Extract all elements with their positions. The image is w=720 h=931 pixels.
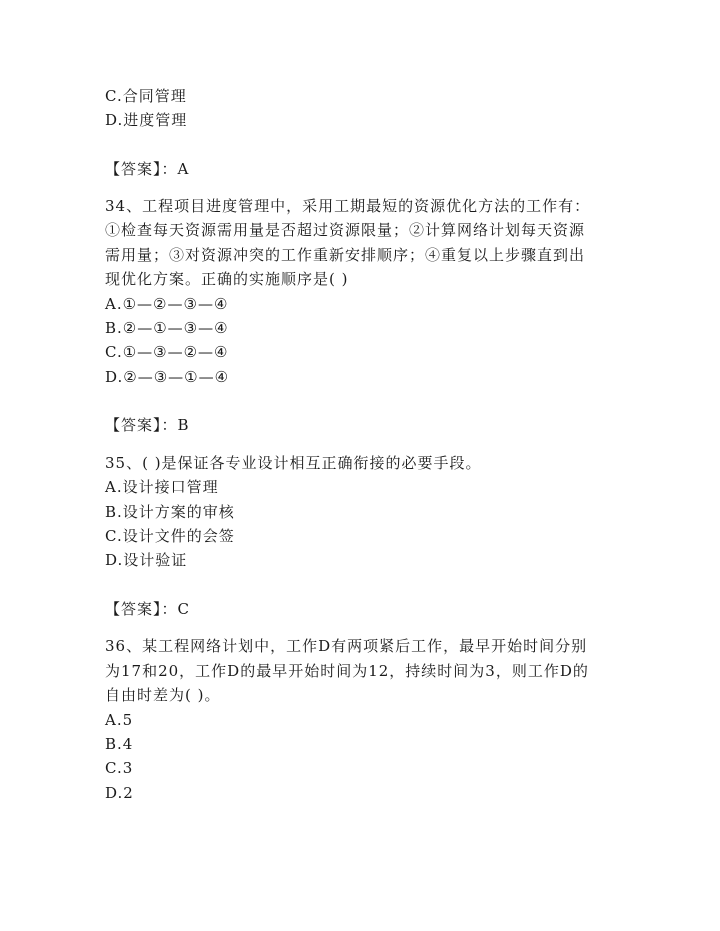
option-d: D.设计验证 <box>105 551 188 569</box>
question-stem-line: 36、某工程网络计划中，工作D有两项紧后工作，最早开始时间分别 <box>105 637 588 655</box>
option-b: B.4 <box>105 735 134 753</box>
question-stem-line: 自由时差为( )。 <box>105 686 221 704</box>
answer-line: 【答案】：A <box>105 160 190 178</box>
option-d: D.进度管理 <box>105 111 188 129</box>
option-a: A.①—②—③—④ <box>105 295 229 313</box>
option-c: C.合同管理 <box>105 87 187 105</box>
question-stem-line: 35、( )是保证各专业设计相互正确衔接的必要手段。 <box>105 454 482 472</box>
answer-line: 【答案】：C <box>105 600 190 618</box>
question-stem-line: 现优化方案。正确的实施顺序是( ) <box>105 270 349 288</box>
question-stem-line: 34、工程项目进度管理中，采用工期最短的资源优化方法的工作有： <box>105 197 591 215</box>
option-a: A.设计接口管理 <box>105 478 219 496</box>
option-a: A.5 <box>105 711 134 729</box>
question-stem-line: ①检查每天资源需用量是否超过资源限量；②计算网络计划每天资源 <box>105 221 586 239</box>
option-d: D.②—③—①—④ <box>105 368 230 386</box>
question-stem-line: 为17和20，工作D的最早开始时间为12，持续时间为3，则工作D的 <box>105 662 589 680</box>
option-c: C.①—③—②—④ <box>105 343 229 361</box>
option-c: C.3 <box>105 759 134 777</box>
option-c: C.设计文件的会签 <box>105 527 235 545</box>
option-b: B.设计方案的审核 <box>105 503 235 521</box>
answer-line: 【答案】：B <box>105 416 190 434</box>
option-d: D.2 <box>105 784 134 802</box>
question-stem-line: 需用量；③对资源冲突的工作重新安排顺序；④重复以上步骤直到出 <box>105 246 586 264</box>
option-b: B.②—①—③—④ <box>105 319 229 337</box>
